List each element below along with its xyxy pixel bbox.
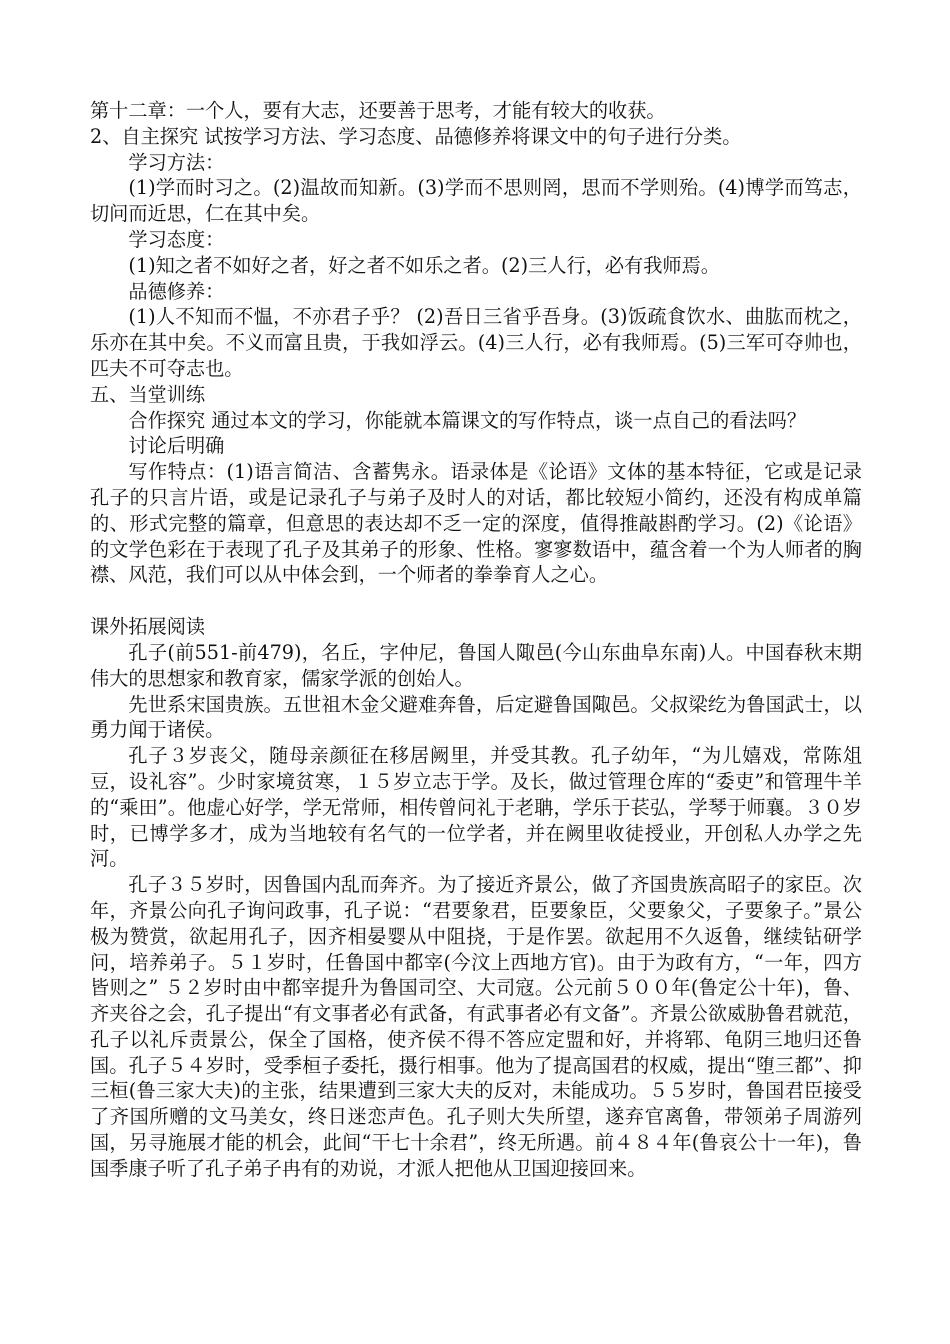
attitude-text: (1)知之者不如好之者，好之者不如乐之者。(2)三人行，必有我师焉。 <box>128 253 720 277</box>
writing-text: 写作特点：(1)语言简洁、含蓄隽永。语录体是《论语》文体的基本特征，它或是记录孔子的只言片语，或是记录孔子与弟子及时人的对话，都比较短小简约，还没有构成单篇的、形式完整的篇章，但意思的表达却不乏一定的深度，值得推敲斟酌学习。(2)《论语》的文学色彩在于表现了孔子及其弟子的形象、性格。寥寥数语中，蕴含着一个为人师者的胸襟、风范，我们可以从中体会到，一个师者的拳拳育人之心。 <box>90 460 862 587</box>
reading-paragraph: 孔子(前551-前479)，名丘，字仲尼，鲁国人陬邑(今山东曲阜东南)人。中国春秋末期伟大的思想家和教育家，儒家学派的创始人。 <box>90 640 862 690</box>
explore-title: 2、自主探究 试按学习方法、学习态度、品德修养将课文中的句子进行分类。 <box>90 124 742 148</box>
reading-title: 课外拓展阅读 <box>90 615 206 639</box>
attitude-label: 学习态度： <box>128 227 225 251</box>
reading-paragraph: 孔子３岁丧父，随母亲颜征在移居阙里，并受其教。孔子幼年，“为儿嬉戏，常陈俎豆，设礼容”。少时家境贫寒，１５岁立志于学。及长，做过管理仓库的“委吏”和管理牛羊的“乘田”。他虚心好学，学无常师，相传曾问礼于老聃，学乐于苌弘，学琴于师襄。３０岁时，已博学多才，成为当地较有名气的一位学者，并在阙里收徒授业，开创私人办学之先河。 <box>90 744 862 871</box>
reading-paragraph: 孔子３５岁时，因鲁国内乱而奔齐。为了接近齐景公，做了齐国贵族高昭子的家臣。次年，齐景公向孔子询问政事，孔子说：“君要象君，臣要象臣，父要象父，子要象子。”景公极为赞赏，欲起用孔子，因齐相晏婴从中阻挠，于是作罢。欲起用不久返鲁，继续钻研学问，培养弟子。５１岁时，任鲁国中都宰(今汶上西地方官)。由于为政有方，“一年，四方皆则之” ５２岁时由中都宰提升为鲁国司空、大司寇。公元前５００年(鲁定公十年)，鲁、齐夹谷之会，孔子提出“有文事者必有武备，有武事者必有文备”。齐景公欲威胁鲁君就范，孔子以礼斥责景公，保全了国格，使齐侯不得不答应定盟和好，并将郓、龟阴三地归还鲁国。孔子５４岁时，受季桓子委托，摄行相事。他为了提高国君的权威，提出“堕三都”、抑三桓(鲁三家大夫)的主张，结果遭到三家大夫的反对，未能成功。５５岁时，鲁国君臣接受了齐国所赠的文马美女，终日迷恋声色。孔子则大失所望，遂弃官离鲁，带领弟子周游列国，另寻施展才能的机会，此间“干七十余君”，终无所遇。前４８４年(鲁哀公十一年)，鲁国季康子听了孔子弟子冉有的劝说，才派人把他从卫国迎接回来。 <box>90 873 862 1180</box>
discuss-label: 讨论后明确 <box>128 434 225 458</box>
chapter12-text: 第十二章：一个人，要有大志，还要善于思考，才能有较大的收获。 <box>90 99 666 122</box>
section-gap <box>90 588 862 614</box>
document-page <box>90 98 862 1182</box>
training-title: 五、当堂训练 <box>90 382 206 406</box>
method-text: (1)学而时习之。(2)温故而知新。(3)学而不思则罔，思而不学则殆。(4)博学而笃志，切问而近思，仁在其中矣。 <box>90 176 862 226</box>
method-label: 学习方法： <box>128 150 225 174</box>
coop-text: 合作探究 通过本文的学习，你能就本篇课文的写作特点，谈一点自己的看法吗？ <box>128 408 807 432</box>
morality-text: (1)人不知而不愠，不亦君子乎？ (2)吾日三省乎吾身。(3)饭疏食饮水、曲肱而枕之，乐亦在其中矣。不义而富且贵，于我如浮云。(4)三人行，必有我师焉。(5)三军可夺帅也，匹夫不可夺志也。 <box>90 305 862 380</box>
morality-label: 品德修养： <box>128 279 225 303</box>
reading-paragraph: 先世系宋国贵族。五世祖木金父避难奔鲁，后定避鲁国陬邑。父叔梁纥为鲁国武士，以勇力闻于诸侯。 <box>90 692 862 742</box>
